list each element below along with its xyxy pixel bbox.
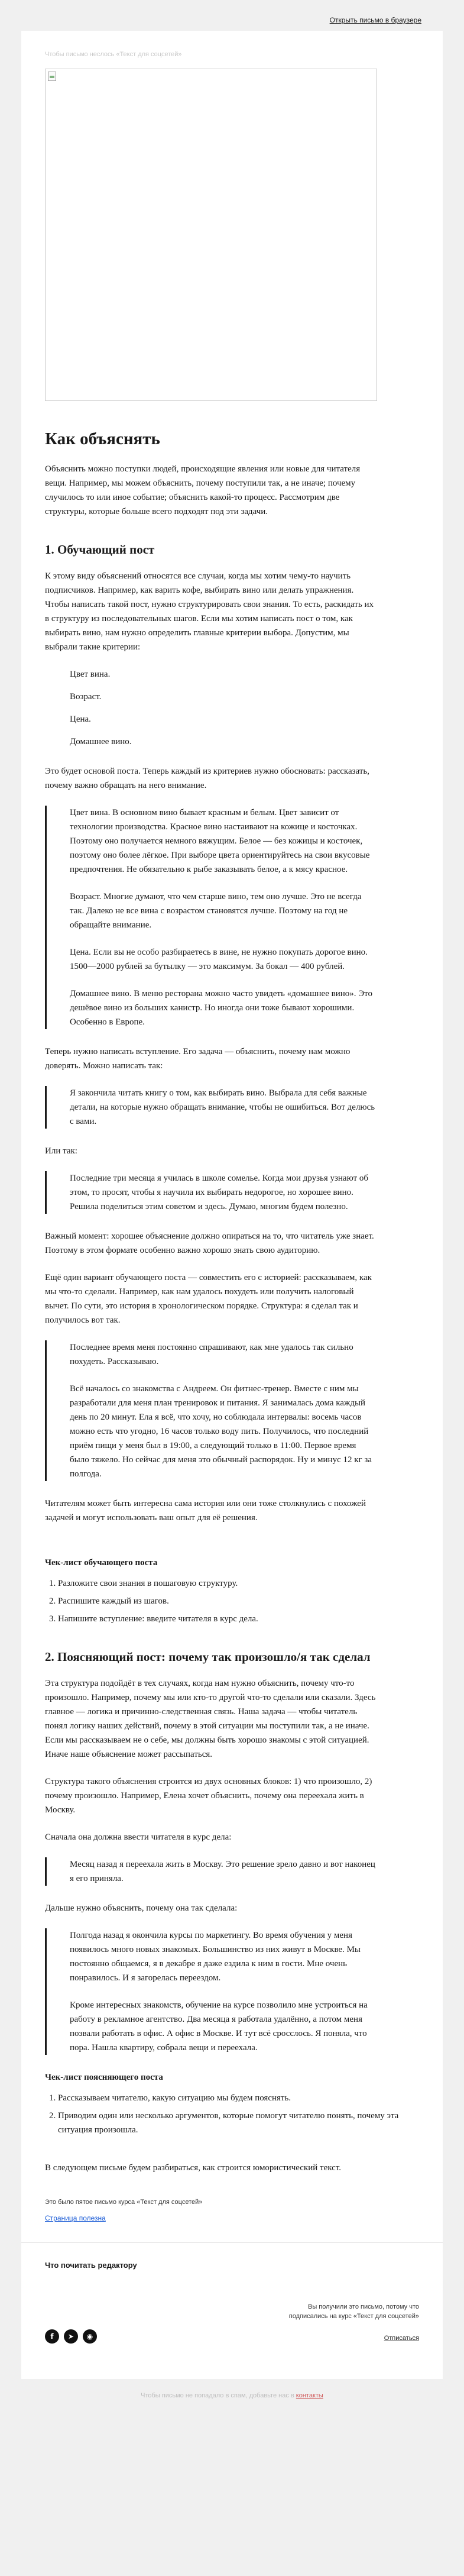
- checklist-item: 1. Разложите свои знания в пошаговую структуру.: [58, 1576, 419, 1591]
- criteria-item: Цена.: [70, 715, 91, 724]
- footer-title: Что почитать редактору: [45, 2261, 137, 2270]
- contacts-link[interactable]: контакты: [296, 2392, 323, 2399]
- paragraph: Или так:: [45, 1146, 77, 1156]
- checklist-item: 2. Распишите каждый из шагов.: [58, 1594, 419, 1608]
- quote-paragraph: Цвет вина. В основном вино бывает красным и белым. Цвет зависит от технологии производства. Красное вино настаивают на кожице и косточках. Поэтому оно получается немного вяжущим. Белое — без кожицы и косточек, поэтому оно более лёгкое. При выборе цвета ориентируйтесь на свои вкусовые предпочтения. Не обязательно к рыбе заказывать белое, а к мясу красное.: [70, 808, 370, 874]
- quote-paragraph: Я закончила читать книгу о том, как выбирать вино. Выбрала для себя важные детали, на которые нужно обращать внимание, чтобы не ошибиться. Вот делюсь с вами.: [70, 1088, 375, 1126]
- paragraph: К этому виду объяснений относятся все случаи, когда мы хотим чему-то научить подписчиков. Например, как варить кофе, выбирать вино или делать упражнения. Чтобы написать такой пост, нужно структурировать свои знания. То есть, раскидать их в структуру из последовательных шагов. Если мы хотим написать пост о том, как выбирать вино, нам нужно определить главные критерии выбора. Допустим, мы выбрали такие критерии:: [45, 571, 374, 652]
- paragraph: Это будет основой поста. Теперь каждый из критериев нужно обосновать: рассказать, почему важно обращать на него внимание.: [45, 767, 369, 790]
- checklist-item: 2. Приводим один или несколько аргументов, которые помогут читателю понять, почему эта ситуация произошла.: [58, 2109, 419, 2137]
- top-bar: [0, 0, 464, 31]
- bottom-note-text: Чтобы письмо не попадало в спам, добавьте нас в: [141, 2392, 294, 2399]
- quote-paragraph: Возраст. Многие думают, что чем старше вино, тем оно лучше. Это не всегда так. Далеко не все вина с возрастом становятся лучше. Поэтому на год не обращайте внимание.: [70, 892, 362, 930]
- paragraph: Сначала она должна ввести читателя в курс дела:: [45, 1832, 232, 1842]
- email-footer: [21, 2242, 443, 2379]
- paragraph: Читателям может быть интересна сама история или они тоже столкнулись с похожей задачей и могут использовать ваш опыт для её решения.: [45, 1499, 366, 1523]
- subscription-note: Вы получили это письмо, потому что подписались на курс «Текст для соцсетей»: [288, 2303, 419, 2320]
- checklist-1: [45, 1576, 419, 1626]
- checklist-title-2: Чек-лист поясняющего поста: [45, 2073, 163, 2082]
- quote-paragraph: Кроме интересных знакомств, обучение на курсе позволило мне устроиться на работу в рекламное агентство. Два месяца я работала удалённо, а потом меня позвали работать в офис. А офис в Москве. И тут всё сросслось. Я поняла, что пора. Нашла квартиру, собрала вещи и переехала.: [70, 2000, 368, 2053]
- section-heading-2: 2. Поясняющий пост: почему так произошло/я так сделал: [45, 1650, 371, 1664]
- checklist-2: [45, 2091, 419, 2137]
- paragraph: Структура такого объяснения строится из двух основных блоков: 1) что произошло, 2) почему произошло. Например, Елена хочет объяснить, почему она переехала жить в Москву.: [45, 1777, 372, 1815]
- quote-block: [45, 1086, 419, 1129]
- paragraph: Теперь нужно написать вступление. Его задача — объяснить, почему нам можно доверять. Можно написать так:: [45, 1047, 351, 1071]
- quote-block: [45, 1340, 419, 1481]
- instagram-icon[interactable]: ◉: [83, 2329, 97, 2344]
- hero-image-placeholder: [45, 69, 377, 401]
- section-heading-1: 1. Обучающий пост: [45, 542, 155, 557]
- quote-block: [45, 806, 419, 1029]
- quote-paragraph: Месяц назад я переехала жить в Москву. Это решение зрело давно и вот наконец я его приняла.: [70, 1860, 375, 1883]
- quote-block: [45, 1857, 419, 1886]
- email-card: [21, 31, 443, 2379]
- checklist-item: 3. Напишите вступление: введите читателя в курс дела.: [58, 1612, 419, 1626]
- quote-paragraph: Последнее время меня постоянно спрашивают, как мне удалось так сильно похудеть. Рассказываю.: [70, 1343, 353, 1366]
- facebook-icon[interactable]: f: [45, 2329, 59, 2344]
- course-note: Это было пятое письмо курса «Текст для соцсетей»: [45, 2199, 203, 2206]
- telegram-icon[interactable]: ➤: [64, 2329, 78, 2344]
- quote-paragraph: Всё началось со знакомства с Андреем. Он фитнес-тренер. Вместе с ним мы разработали для меня план тренировок и питания. Я занималась дома каждый день по 20 минут. Ела я всё, что хочу, но соблюдала интервалы: восемь часов можно есть что угодно, 16 часов только воду пить. Получилось, что последний приём пищи у меня был в 19:00, а следующий только в 11:00. Первое время было тяжело. Но сейчас для меня это обычный распорядок. Ну и минус 12 кг за полгода.: [70, 1384, 372, 1479]
- paragraph: Важный момент: хорошее объяснение должно опираться на то, что читатель уже знает. Поэтому в этом формате особенно важно хорошо знать свою аудиторию.: [45, 1232, 374, 1255]
- criteria-item: Возраст.: [70, 692, 102, 702]
- quote-paragraph: Последние три месяца я училась в школе сомелье. Когда мои друзья узнают об этом, то просят, чтобы я научила их выбирать недорогое, но хорошее вино. Решила поделиться этим советом и здесь. Думаю, многим будем полезно.: [70, 1174, 369, 1211]
- unsubscribe-link[interactable]: Отписаться: [384, 2335, 419, 2342]
- social-links: [45, 2329, 97, 2344]
- criteria-item: Домашнее вино.: [70, 737, 132, 746]
- checklist-title-1: Чек-лист обучающего поста: [45, 1558, 158, 1567]
- bottom-note: [0, 2392, 464, 2399]
- course-feedback-link[interactable]: Страница полезна: [45, 2214, 106, 2222]
- criteria-list: [45, 667, 419, 749]
- open-in-browser-link[interactable]: Открыть письмо в браузере: [329, 16, 421, 24]
- quote-paragraph: Цена. Если вы не особо разбираетесь в вине, не нужно покупать дорогое вино. 1500—2000 рублей за бутылку — это максимум. За бокал — 400 рублей.: [70, 948, 368, 971]
- paragraph: Дальше нужно объяснить, почему она так сделала:: [45, 1903, 238, 1913]
- quote-paragraph: Полгода назад я окончила курсы по маркетингу. Во время обучения у меня появилось много новых знакомых. Большинство из них живут в Москве. Мы постоянно общаемся, я в декабре я даже ездила к ним в гости. Мне очень понравилось. И я загорелась переездом.: [70, 1931, 361, 1983]
- paragraph: Ещё один вариант обучающего поста — совместить его с историей: рассказываем, как мы что-то сделали. Например, как нам удалось похудеть или получить налоговый вычет. По сути, это история в хронологическом порядке. Структура: я сделал так и получилось вот так.: [45, 1273, 372, 1325]
- checklist-item: 1. Рассказываем читателю, какую ситуацию мы будем пояснять.: [58, 2091, 419, 2105]
- article-title: Как объяснять: [45, 429, 160, 448]
- broken-image-icon: [48, 72, 56, 81]
- quote-block: [45, 1171, 419, 1214]
- criteria-item: Цвет вина.: [70, 670, 111, 679]
- quote-block: [45, 1928, 419, 2055]
- article-intro: Объяснить можно поступки людей, происходящие явления или новые для читателя вещи. Например, мы можем объяснить, почему поступили так, а не иначе; почему случилось то или иное событие; объяснить какой-то процесс. Рассмотрим две структуры, которые больше всего подходят под эти задачи.: [45, 464, 361, 516]
- quote-paragraph: Домашнее вино. В меню ресторана можно часто увидеть «домашнее вино». Это дешёвое вино из больших канистр. Но иногда они тоже бывают хорошими. Особенно в Европе.: [70, 989, 373, 1027]
- closing-paragraph: В следующем письме будем разбираться, как строится юмористический текст.: [45, 2163, 341, 2173]
- paragraph: Эта структура подойдёт в тех случаях, когда нам нужно объяснить, почему что-то произошло. Например, почему мы или кто-то другой что-то сделали или сказали. Здесь главное — логика и причинно-следственная связь. Наша задача — чтобы читатель понял логику наших действий, почему в этой ситуации мы поступили так, а не иначе. Если мы рассказываем не о себе, мы должны быть хорошо знакомы с этой ситуацией. Иначе наше объяснение может рассыпаться.: [45, 1679, 376, 1759]
- preheader-text: Чтобы письмо неслось «Текст для соцсетей»: [45, 51, 182, 58]
